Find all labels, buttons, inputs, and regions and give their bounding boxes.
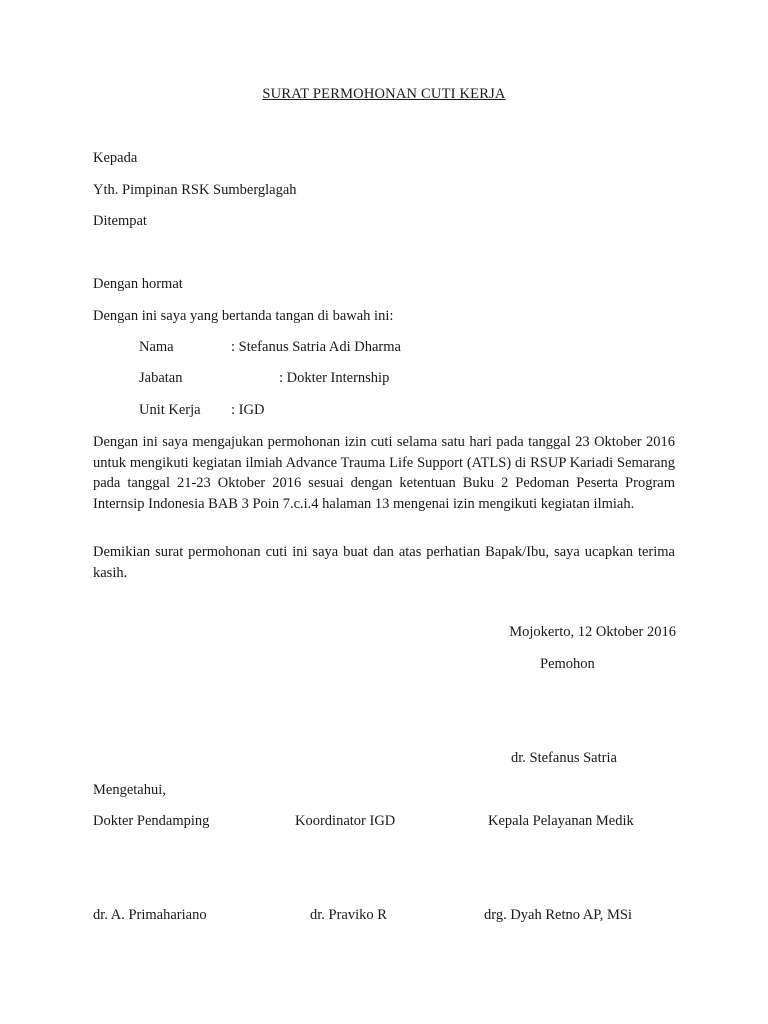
signatory-name: drg. Dyah Retno AP, MSi — [484, 907, 632, 923]
recipient-line-2: Yth. Pimpinan RSK Sumberglagah — [93, 182, 297, 198]
applicant-name: dr. Stefanus Satria — [511, 750, 617, 766]
recipient-line-1: Kepada — [93, 150, 138, 166]
signatory-role: Koordinator IGD — [295, 813, 396, 829]
signatory-name: dr. Praviko R — [310, 907, 387, 923]
signatory-role: Kepala Pelayanan Medik — [488, 813, 634, 829]
applicant-role: Pemohon — [540, 656, 595, 672]
place-date: Mojokerto, 12 Oktober 2016 — [509, 624, 676, 640]
position-value: : Dokter Internship — [279, 370, 390, 386]
intro-line: Dengan ini saya yang bertanda tangan di bawah ini: — [93, 308, 394, 324]
closing-paragraph: Demikian surat permohonan cuti ini saya buat dan atas perhatian Bapak/Ibu, saya ucapkan terima kasih. — [93, 544, 675, 581]
recipient-line-3: Ditempat — [93, 213, 147, 229]
unit-label: Unit Kerja — [139, 402, 201, 418]
signatory-role: Dokter Pendamping — [93, 813, 210, 829]
name-label: Nama — [139, 339, 174, 355]
salutation: Dengan hormat — [93, 276, 183, 292]
name-value: : Stefanus Satria Adi Dharma — [231, 339, 401, 355]
unit-value: : IGD — [231, 402, 265, 418]
letter-title: SURAT PERMOHONAN CUTI KERJA — [262, 86, 506, 102]
signatory-name: dr. A. Primahariano — [93, 907, 207, 923]
acknowledged-label: Mengetahui, — [93, 782, 166, 798]
body-paragraph: Dengan ini saya mengajukan permohonan izin cuti selama satu hari pada tanggal 23 Oktober 2016 untuk mengikuti kegiatan ilmiah Advance Trauma Life Support (ATLS) di RSUP Kariadi Semarang pada tanggal 21-23 Oktober 2016 sesuai dengan ketentuan Buku 2 Pedoman Peserta Program Internsip Indonesia BAB 3 Poin 7.c.i.4 halaman 13 mengenai izin mengikuti kegiatan ilmiah. — [93, 434, 675, 512]
position-label: Jabatan — [139, 370, 183, 386]
